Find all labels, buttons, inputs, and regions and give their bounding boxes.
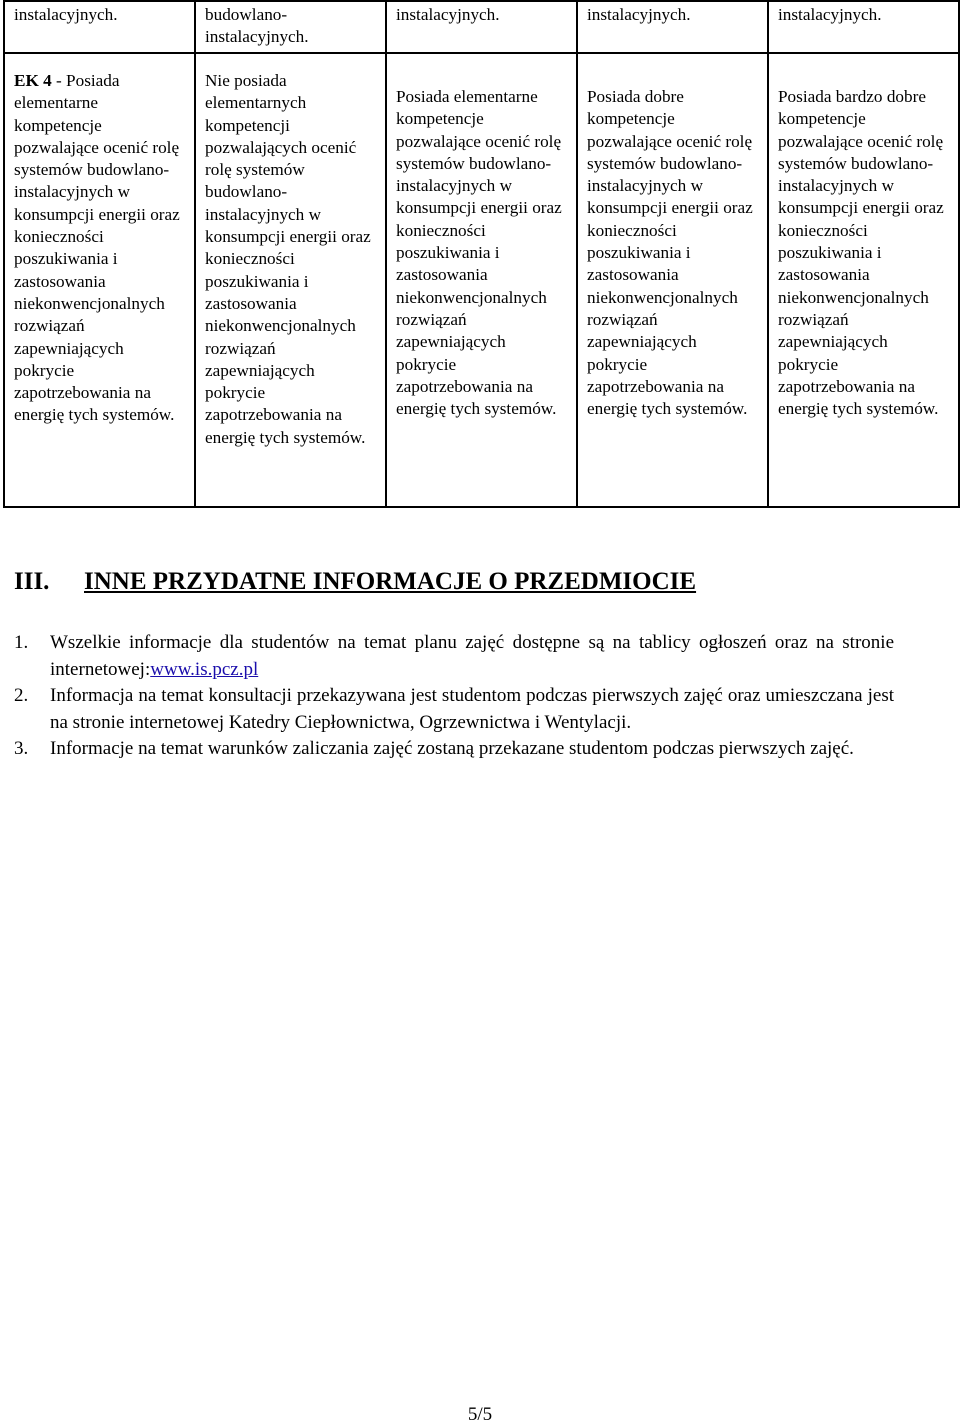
- table-cell: instalacyjnych.: [4, 1, 195, 53]
- table-row: [4, 1, 959, 53]
- table-cell: instalacyjnych.: [768, 1, 959, 53]
- effect-code: EK 4: [14, 71, 52, 90]
- info-list: [14, 630, 894, 763]
- table-cell: instalacyjnych.: [577, 1, 768, 53]
- list-item: [14, 630, 894, 683]
- grade-5-cell: Posiada bardzo dobre kompetencje pozwalające ocenić rolę systemów budowlano-instalacyjnych w konsumpcji energii oraz konieczności poszukiwania i zastosowania niekonwencjonalnych rozwiązań zapewniających pokrycie zapotrzebowania na energię tych systemów.: [768, 53, 959, 507]
- grade-2-cell: Nie posiada elementarnych kompetencji pozwalających ocenić rolę systemów budowlano-instalacyjnych w konsumpcji energii oraz konieczności poszukiwania i zastosowania niekonwencjonalnych rozwiązań zapewniających pokrycie zapotrzebowania na energię tych systemów.: [195, 53, 386, 507]
- list-number: 2.: [14, 685, 29, 706]
- page-number: 5/5: [467, 1404, 493, 1425]
- table-cell: instalacyjnych.: [386, 1, 577, 53]
- list-number: 3.: [14, 738, 29, 759]
- list-text: Wszelkie informacje dla studentów na temat planu zajęć dostępne są na tablicy ogłoszeń oraz na stronie internetowej:: [50, 632, 894, 680]
- list-item: [14, 736, 894, 763]
- list-item: [14, 683, 894, 736]
- section-title: INNE PRZYDATNE INFORMACJE O PRZEDMIOCIE: [84, 568, 697, 595]
- website-link[interactable]: www.is.pcz.pl: [150, 658, 259, 680]
- list-text: Informacja na temat konsultacji przekazywana jest studentom podczas pierwszych zajęć oraz umieszczana jest na stronie internetowej Katedry Ciepłownictwa, Ogrzewnictwa i Wentylacji.: [50, 685, 894, 733]
- list-text: Informacje na temat warunków zaliczania zajęć zostaną przekazane studentom podczas pierwszych zajęć.: [50, 738, 854, 759]
- table-cell: budowlano-instalacyjnych.: [195, 1, 386, 53]
- effect-description-cell: [4, 53, 195, 507]
- grade-4-cell: Posiada dobre kompetencje pozwalające ocenić rolę systemów budowlano-instalacyjnych w konsumpcji energii oraz konieczności poszukiwania i zastosowania niekonwencjonalnych rozwiązań zapewniających pokrycie zapotrzebowania na energię tych systemów.: [577, 53, 768, 507]
- section-heading: [14, 568, 914, 596]
- grade-3-cell: Posiada elementarne kompetencje pozwalające ocenić rolę systemów budowlano-instalacyjnych w konsumpcji energii oraz konieczności poszukiwania i zastosowania niekonwencjonalnych rozwiązań zapewniających pokrycie zapotrzebowania na energię tych systemów.: [386, 53, 577, 507]
- list-number: 1.: [14, 632, 29, 653]
- table-row: [4, 53, 959, 507]
- section-number: III.: [14, 568, 50, 595]
- assessment-table: [3, 0, 960, 508]
- effect-text: - Posiada elementarne kompetencje pozwalające ocenić rolę systemów budowlano-instalacyjnych w konsumpcji energii oraz konieczności poszukiwania i zastosowania niekonwencjonalnych rozwiązań zapewniających pokrycie zapotrzebowania na energię tych systemów.: [14, 71, 180, 425]
